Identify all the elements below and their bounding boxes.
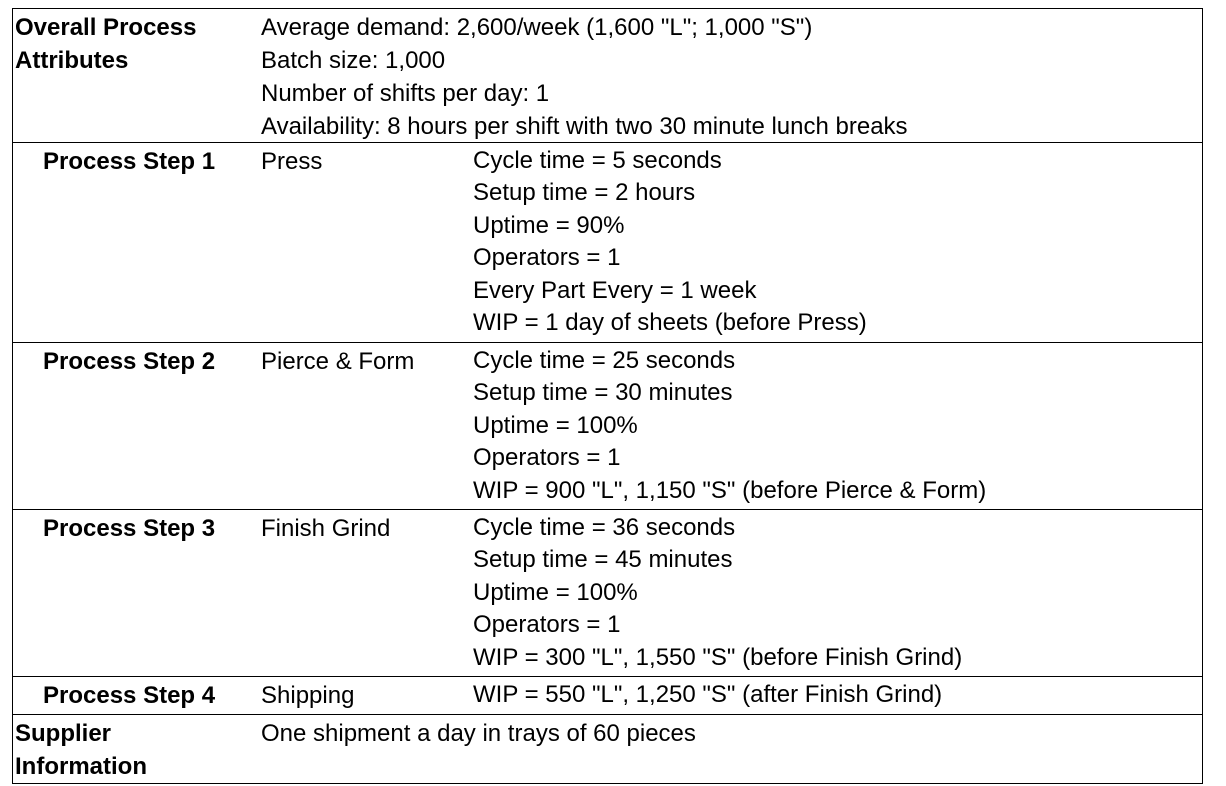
process-step-4-section — [13, 677, 1202, 715]
overall-header: Overall Process Attributes — [15, 14, 197, 74]
process-step-3-header: Process Step 3 — [43, 515, 216, 542]
detail-line: WIP = 1 day of sheets (before Press) — [473, 309, 867, 337]
process-step-4-name: Shipping — [261, 682, 355, 709]
overall-section — [13, 9, 1202, 143]
process-step-2-section — [13, 343, 1202, 510]
detail-line: Uptime = 100% — [473, 578, 638, 606]
detail-line: WIP = 300 "L", 1,550 "S" (before Finish Grind) — [473, 643, 963, 671]
detail-line: Setup time = 45 minutes — [473, 546, 733, 574]
process-step-1-section — [13, 143, 1202, 343]
process-step-3-section — [13, 510, 1202, 677]
overall-line: Number of shifts per day: 1 — [261, 80, 550, 107]
process-step-4-details — [473, 679, 942, 711]
detail-line: Every Part Every = 1 week — [473, 276, 757, 304]
detail-line: Uptime = 100% — [473, 411, 638, 439]
process-step-2-header: Process Step 2 — [43, 348, 216, 375]
detail-line: Setup time = 2 hours — [473, 179, 696, 207]
process-step-1-header: Process Step 1 — [43, 148, 216, 175]
detail-line: WIP = 900 "L", 1,150 "S" (before Pierce & Form) — [473, 476, 987, 504]
detail-line: Cycle time = 36 seconds — [473, 514, 736, 541]
supplier-header: Supplier Information — [15, 720, 147, 780]
process-step-1-name: Press — [261, 148, 323, 175]
detail-line: WIP = 550 "L", 1,250 "S" (after Finish Grind) — [473, 681, 943, 708]
overall-line: Average demand: 2,600/week (1,600 "L"; 1,000 "S") — [261, 14, 813, 41]
detail-line: Cycle time = 5 seconds — [473, 147, 722, 174]
overall-line: Availability: 8 hours per shift with two 30 minute lunch breaks — [261, 113, 908, 140]
supplier-section — [13, 715, 1202, 783]
overall-line: Batch size: 1,000 — [261, 47, 446, 74]
process-attributes-table — [12, 8, 1203, 784]
process-step-3-name: Finish Grind — [261, 515, 391, 542]
process-step-2-details — [473, 345, 986, 507]
detail-line: Operators = 1 — [473, 611, 621, 639]
process-step-3-details — [473, 512, 962, 674]
process-step-1-details — [473, 145, 867, 339]
supplier-text: One shipment a day in trays of 60 pieces — [261, 720, 696, 747]
detail-line: Operators = 1 — [473, 444, 621, 472]
detail-line: Setup time = 30 minutes — [473, 379, 733, 407]
detail-line: Cycle time = 25 seconds — [473, 347, 736, 374]
process-step-2-name: Pierce & Form — [261, 348, 415, 375]
detail-line: Operators = 1 — [473, 244, 621, 272]
process-step-4-header: Process Step 4 — [43, 682, 216, 709]
overall-lines — [261, 11, 908, 143]
detail-line: Uptime = 90% — [473, 211, 625, 239]
